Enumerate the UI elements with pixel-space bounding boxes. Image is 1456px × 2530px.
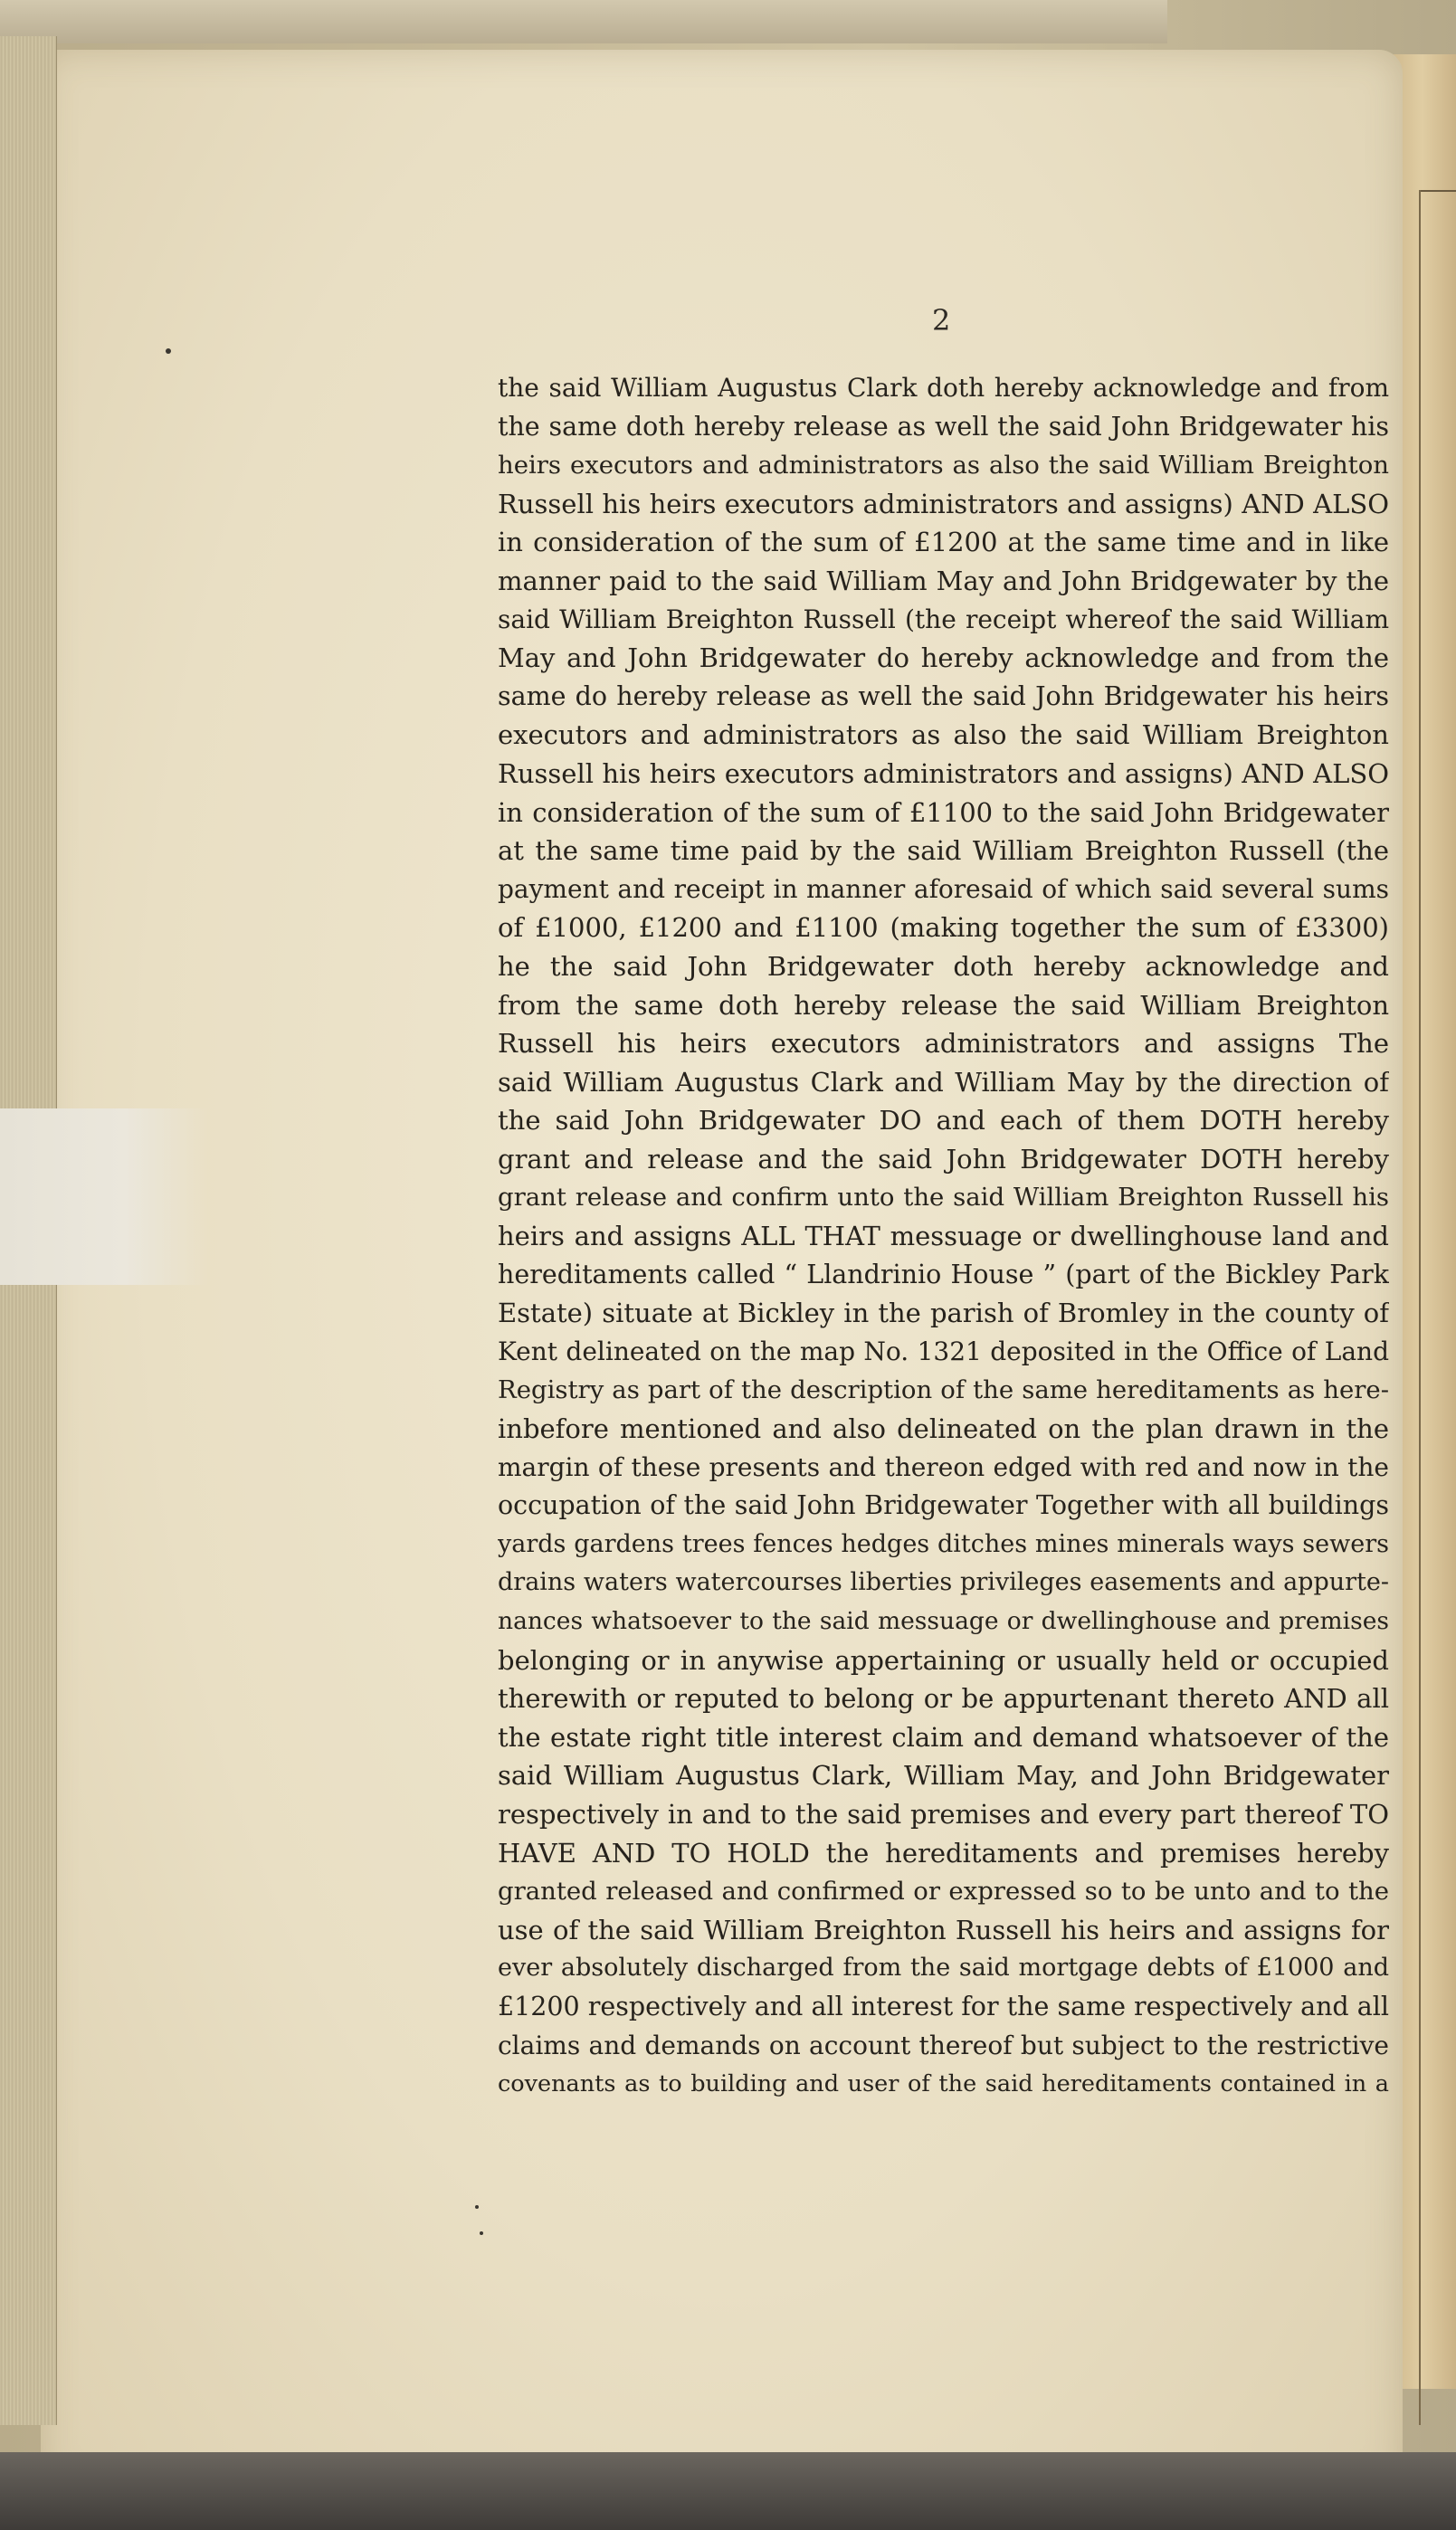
text-line: the estate right title interest claim and demand whatsoever of the (498, 1721, 1389, 1753)
text-line: Russell his heirs executors administrators and assigns) AND ALSO (498, 488, 1389, 519)
text-line: in consideration of the sum of £1100 to the said John Bridgewater (498, 796, 1389, 828)
text-line: £1200 respectively and all interest for the same respectively and all (498, 1991, 1389, 2021)
text-line: grant and release and the said John Bridgewater DOTH hereby (498, 1143, 1389, 1175)
text-line: payment and receipt in manner aforesaid of which said several sums (498, 873, 1389, 904)
text-line: Russell his heirs executors administrators and assigns The (498, 1028, 1389, 1060)
text-line: May and John Bridgewater do hereby acknowledge and from the (498, 642, 1389, 674)
text-line: the said John Bridgewater DO and each of them DOTH hereby (498, 1105, 1389, 1137)
text-line: yards gardens trees fences hedges ditches mines minerals ways sewers (498, 1529, 1389, 1558)
text-line: manner paid to the said William May and John Bridgewater by the (498, 565, 1389, 596)
text-line: said William Breighton Russell (the receipt whereof the said William (498, 604, 1389, 634)
ink-speck (480, 2231, 483, 2235)
text-line: said William Augustus Clark, William May, and John Bridgewater (498, 1760, 1389, 1792)
text-line: Russell his heirs executors administrators and assigns) AND ALSO (498, 757, 1389, 789)
text-line: respectively in and to the said premises and every part thereof TO (498, 1798, 1389, 1830)
text-line: Estate) situate at Bickley in the parish of Bromley in the county of (498, 1298, 1389, 1329)
text-line: heirs and assigns ALL THAT messuage or dwellinghouse land and (498, 1221, 1389, 1252)
text-line: the same doth hereby release as well the said John Bridgewater his (498, 411, 1389, 442)
text-line: grant release and confirm unto the said William Breighton Russell his (498, 1183, 1389, 1213)
text-line: heirs executors and administrators as also the said William Breighton (498, 451, 1389, 480)
text-line: nances whatsoever to the said messuage or dwellinghouse and premises (498, 1607, 1389, 1635)
text-line: granted released and confirmed or expressed so to be unto and to the (498, 1877, 1389, 1907)
text-line: claims and demands on account thereof but subject to the restrictive (498, 2030, 1389, 2060)
text-line: belonging or in anywise appertaining or usually held or occupied (498, 1644, 1389, 1676)
text-line: drains waters watercourses liberties privileges easements and appurte- (498, 1568, 1389, 1597)
ink-speck (166, 348, 171, 354)
text-line: HAVE AND TO HOLD the hereditaments and premises hereby (498, 1837, 1389, 1869)
text-line: occupation of the said John Bridgewater Together with all buildings (498, 1490, 1389, 1521)
previous-page-edge (0, 0, 1167, 43)
ink-speck (475, 2205, 479, 2209)
gutter-light-patch (0, 1108, 208, 1285)
text-line: from the same doth hereby release the said William Breighton (498, 989, 1389, 1021)
text-line: at the same time paid by the said William Breighton Russell (the (498, 835, 1389, 867)
text-line: executors and administrators as also the said William Breighton (498, 719, 1389, 751)
facing-page-rule (1419, 190, 1456, 192)
text-line: use of the said William Breighton Russell his heirs and assigns for (498, 1914, 1389, 1945)
text-line: inbefore mentioned and also delineated on the plan drawn in the (498, 1413, 1389, 1445)
page-number: 2 (932, 303, 951, 338)
text-line: of £1000, £1200 and £1100 (making together the sum of £3300) (498, 912, 1389, 944)
text-line: therewith or reputed to belong or be appurtenant thereto AND all (498, 1683, 1389, 1715)
text-line: he the said John Bridgewater doth hereby acknowledge and (498, 950, 1389, 982)
facing-page-margin-line (1419, 190, 1421, 2425)
text-line: the said William Augustus Clark doth hereby acknowledge and from (498, 373, 1389, 403)
text-line: Registry as part of the description of the same hereditaments as here- (498, 1375, 1389, 1405)
text-line: hereditaments called “ Llandrinio House ” (part of the Bickley Park (498, 1259, 1389, 1289)
text-line: said William Augustus Clark and William May by the direction of (498, 1066, 1389, 1098)
bottom-shadow (0, 2452, 1456, 2530)
text-line: covenants as to building and user of the said hereditaments contained in a (498, 2070, 1389, 2098)
text-line: margin of these presents and thereon edged with red and now in the (498, 1451, 1389, 1482)
text-line: same do hereby release as well the said John Bridgewater his heirs (498, 680, 1389, 711)
deed-text (498, 369, 1389, 2104)
text-line: Kent delineated on the map No. 1321 deposited in the Office of Land (498, 1336, 1389, 1366)
text-line: ever absolutely discharged from the said mortgage debts of £1000 and (498, 1954, 1389, 1983)
text-line: in consideration of the sum of £1200 at the same time and in like (498, 527, 1389, 558)
